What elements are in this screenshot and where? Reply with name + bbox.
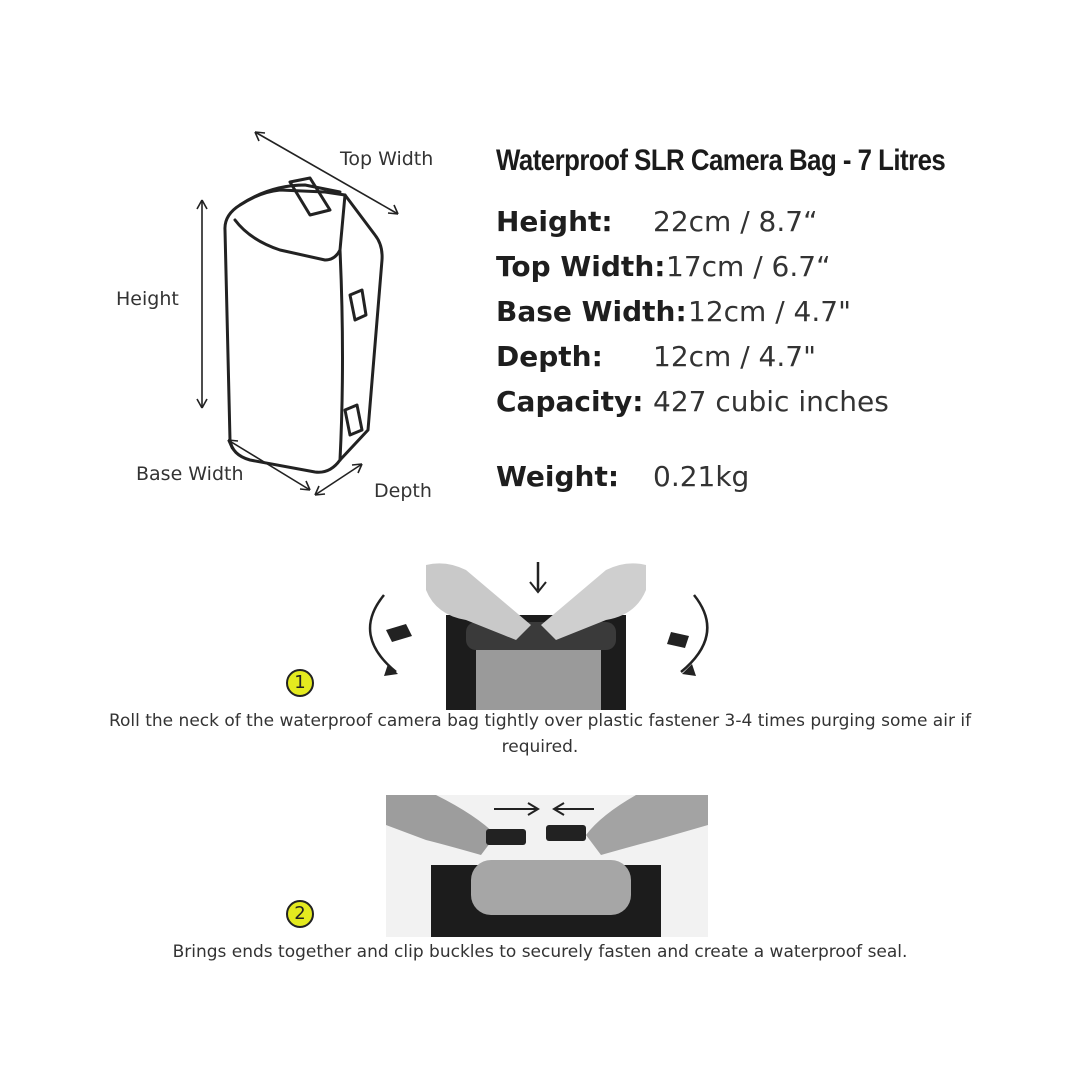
- step-2-caption: Brings ends together and clip buckles to securely fasten and create a waterproof seal.: [172, 942, 908, 962]
- step-2-photo: [386, 795, 708, 937]
- spec-value: 22cm / 8.7“: [653, 205, 818, 238]
- step-1-caption: Roll the neck of the waterproof camera bag tightly over plastic fastener 3-4 times purging some air if required.: [108, 711, 972, 757]
- step-1-badge: 1: [286, 669, 314, 697]
- spec-label: Weight:: [496, 460, 620, 493]
- spec-label: Height:: [496, 205, 613, 238]
- spec-value: 12cm / 4.7": [653, 340, 816, 373]
- step-1-photo: [356, 560, 724, 710]
- spec-label: Top Width:: [496, 250, 666, 283]
- spec-label: Capacity:: [496, 385, 644, 418]
- step-2-badge: 2: [286, 900, 314, 928]
- spec-top-width: [496, 250, 831, 283]
- depth-label: Depth: [374, 480, 432, 502]
- spec-value: 0.21kg: [653, 460, 750, 493]
- spec-base-width: [496, 295, 851, 328]
- spec-weight: [496, 460, 750, 493]
- buckle-clip-illustration: [386, 795, 708, 937]
- spec-label: Base Width:: [496, 295, 687, 328]
- bag-dimension-diagram: [100, 110, 460, 530]
- spec-depth: [496, 340, 816, 373]
- roll-top-illustration: [356, 560, 724, 710]
- product-title: Waterproof SLR Camera Bag - 7 Litres: [496, 144, 946, 177]
- spec-height: [496, 205, 818, 238]
- spec-value: 17cm / 6.7“: [666, 250, 831, 283]
- top-width-label: Top Width: [340, 148, 434, 170]
- spec-value: 427 cubic inches: [653, 385, 889, 418]
- spec-label: Depth:: [496, 340, 603, 373]
- height-label: Height: [116, 288, 179, 310]
- spec-value: 12cm / 4.7": [688, 295, 851, 328]
- base-width-label: Base Width: [136, 463, 244, 485]
- spec-capacity: [496, 385, 889, 418]
